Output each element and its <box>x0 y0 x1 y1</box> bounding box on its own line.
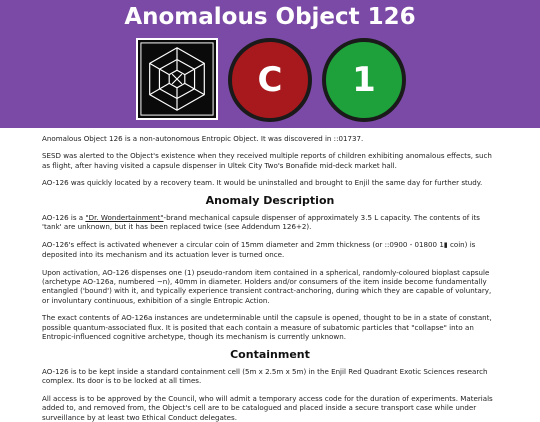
intro-paragraph-1: Anomalous Object 126 is a non-autonomous Entropic Object. It was discovered in ::01737. <box>42 134 364 143</box>
anomaly-paragraph-3: Upon activation, AO-126 dispenses one (1) pseudo-random item contained in a spherical, randomly-coloured bioplast capsule (archetype AO-126a, numbered ~n), 40mm in diameter. Holders and/or consumers of the item inside become fundamentally entangled ('bound') with it, and typically experience transient contract-anchoring, during which they are capable of voluntary, or involuntary continuous, exhibition of a single Entropic Action. <box>42 267 492 305</box>
anomaly-p2-text-end: coin) is deposited into its mechanism and its actuation lever is turned once. <box>42 239 476 260</box>
containment-paragraph-2: All access is to be approved by the Council, who will admit a temporary access code for the duration of experiments. Materials added to, and removed from, the Object's cell are to be catalogued and placed inside a secure transport case while under surveillance by at least two Ethical Conduct delegates. <box>42 393 493 422</box>
intro-paragraph-3: AO-126 was quickly located by a recovery team. It would be uninstalled and brought to Enjil the same day for further study. <box>42 178 483 188</box>
anomaly-paragraph-1 <box>42 213 498 232</box>
anomaly-p1-text-end: -brand mechanical capsule dispenser of approximately 3.5 L capacity. The contents of its 'tank' are unknown, but it has been replaced twice (see Addendum 126+2). <box>42 213 480 232</box>
level-badge: 1 <box>322 38 406 122</box>
containment-heading: Containment <box>230 347 310 361</box>
anomaly-paragraph-2 <box>42 240 498 260</box>
anomaly-paragraph-4: The exact contents of AO-126a instances are undeterminable until the capsule is opened, thought to be in a state of constant, possible quantum-associated flux. It is posited that each contain a measure of subatomic particles that "collapse" into an Entropic-influenced cognitive archetype, though its mechanism is currently unknown. <box>42 313 492 342</box>
hexagon-symbol-icon <box>138 40 216 118</box>
wondertainment-link[interactable]: "Dr. Wondertainment" <box>85 213 164 223</box>
class-badge: C <box>228 38 312 122</box>
intro-paragraph-2: SESD was alerted to the Object's existence when they received multiple reports of children exhibiting anomalous effects, such as flight, after having visited a capsule dispenser in Ultek City Two's Bonafide mid-deck market hall. <box>42 151 492 170</box>
anomaly-description-heading: Anomaly Description <box>205 193 335 207</box>
article-body <box>0 128 540 422</box>
coin-glyph-icon: ▮ <box>443 240 448 249</box>
containment-paragraph-1: AO-126 is to be kept inside a standard containment cell (5m x 2.5m x 5m) in the Enjil Red Quadrant Exotic Sciences research complex. Its door is to be locked at all times. <box>42 366 488 386</box>
anomaly-p1-text-start: AO-126 is a <box>42 213 86 223</box>
header-banner <box>0 0 540 128</box>
anomaly-p2-text-start: AO-126's effect is activated whenever a circular coin of 15mm diameter and 2mm thickness (or ::0900 - 01800 1 <box>42 239 444 249</box>
entropic-hexagon-emblem-icon <box>136 38 218 120</box>
page-title: Anomalous Object 126 <box>124 4 416 30</box>
